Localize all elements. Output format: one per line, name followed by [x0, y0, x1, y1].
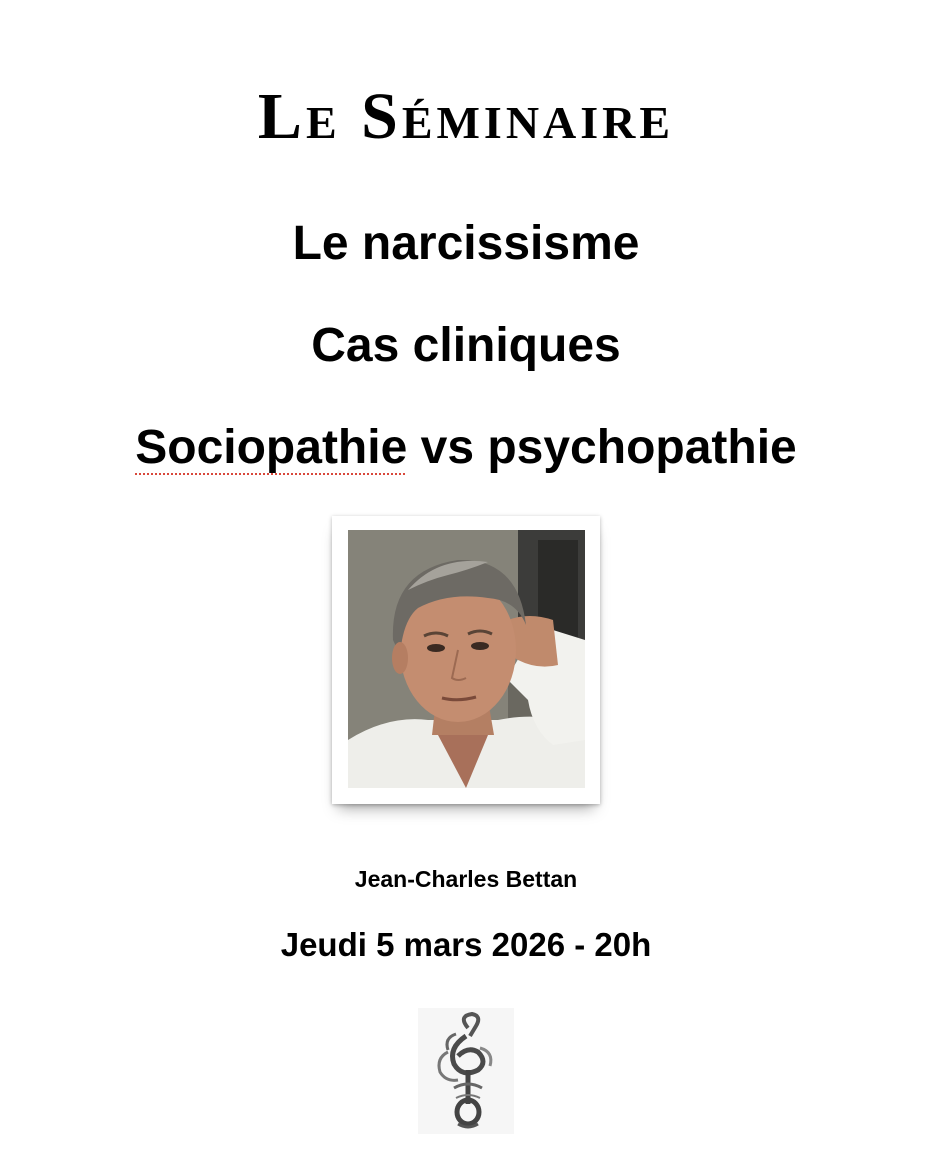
topic-clinical-cases: Cas cliniques — [311, 319, 621, 372]
presenter-photo — [348, 530, 585, 788]
caduceus-serpent-icon — [418, 1008, 514, 1134]
spellcheck-flagged-word: Sociopathie — [135, 421, 408, 474]
seminar-title: Le Séminaire — [257, 80, 675, 153]
topic-narcissism: Le narcissisme — [292, 217, 640, 270]
presenter-name: Jean-Charles Bettan — [354, 866, 578, 892]
portrait-image — [348, 530, 585, 788]
topic-line-rest: vs psychopathie — [407, 421, 797, 474]
presenter-photo-frame — [332, 516, 600, 804]
event-date: Jeudi 5 mars 2026 - 20h — [280, 926, 652, 963]
topic-sociopathy-vs-psychopathy — [0, 418, 932, 478]
